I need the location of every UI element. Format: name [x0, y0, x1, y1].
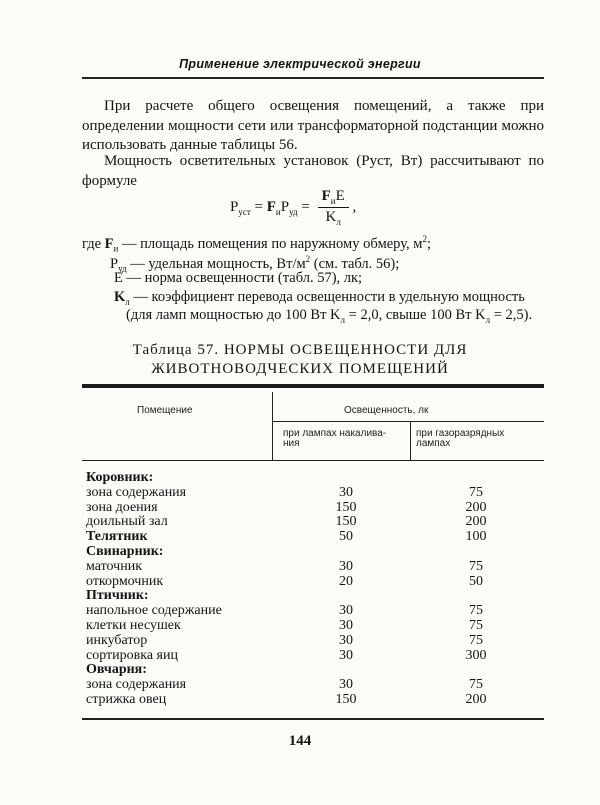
formula-tail: ,: [348, 199, 357, 215]
table-top-rule: [82, 384, 544, 388]
row-room-name: Птичник:: [86, 588, 149, 604]
row-room-name: сортировка яиц: [86, 647, 178, 663]
running-head-rule: [82, 77, 544, 79]
table-row: [86, 692, 540, 707]
row-gas-discharge-value: 200: [465, 514, 487, 530]
definition-illuminance: E — норма освещенности (табл. 57), лк;: [114, 270, 363, 286]
table-row: [86, 514, 540, 529]
table-row: [86, 529, 540, 544]
definition-area: где $F_и$ — площадь помещения по наружному обмеру, $м^2$;: [82, 234, 431, 254]
formula-denominator: $K_л$: [325, 209, 341, 227]
subheader-incandescent-line1: при лампах накалива-: [283, 428, 387, 439]
table-caption-line2: ЖИВОТНОВОДЧЕСКИХ ПОМЕЩЕНИЙ: [151, 361, 449, 377]
row-incandescent-value: 30: [339, 603, 353, 619]
row-incandescent-value: 150: [335, 692, 357, 707]
table-caption-line1: Таблица 57. НОРМЫ ОСВЕЩЕННОСТИ ДЛЯ: [132, 342, 468, 358]
paragraph-2: Мощность осветительных установок (Pуст, Вт) рассчитывают по формуле: [82, 153, 544, 189]
row-gas-discharge-value: 200: [465, 692, 487, 707]
table-row: [86, 618, 540, 633]
formula-p-specific: $P_{уд}$: [280, 198, 298, 217]
row-room-name: зона содержания: [86, 677, 187, 693]
table-row: [86, 603, 540, 618]
row-room-name: Свинарник:: [86, 544, 164, 559]
definition-coefficient: $K_л$ — коэффициент перевода освещенности в удельную мощность: [114, 289, 525, 307]
row-gas-discharge-value: 75: [469, 603, 483, 619]
row-gas-discharge-value: 75: [469, 484, 483, 500]
table-row: [86, 633, 540, 648]
row-room-name: зона доения: [86, 499, 158, 515]
subheader-vertical-divider: [410, 421, 411, 460]
row-room-name: откормочник: [86, 573, 164, 589]
table-bottom-rule: [82, 718, 544, 720]
row-incandescent-value: 20: [339, 573, 353, 589]
header-sub-rule: [272, 421, 544, 422]
column-header-illuminance: Освещенность, лк: [344, 405, 429, 416]
subheader-gas-discharge-line2: лампах: [416, 438, 451, 449]
formula-eq1: =: [250, 199, 267, 215]
row-gas-discharge-value: 100: [465, 529, 487, 545]
formula-lhs: $P_{уст}$: [230, 198, 251, 217]
subheader-gas-discharge-line1: при газоразрядных: [416, 428, 505, 439]
table-row: [86, 588, 540, 603]
row-incandescent-value: 30: [339, 558, 353, 574]
power-formula: [230, 188, 356, 227]
row-room-name: маточник: [86, 558, 143, 574]
row-room-name: Овчарня:: [86, 662, 147, 678]
formula-fraction: [318, 188, 349, 227]
row-incandescent-value: 150: [335, 514, 357, 530]
row-incandescent-value: 150: [335, 499, 357, 515]
row-gas-discharge-value: 75: [469, 618, 483, 633]
running-head: Применение электрической энергии: [179, 57, 421, 71]
column-header-room: Помещение: [137, 405, 193, 416]
row-room-name: клетки несушек: [86, 618, 181, 633]
subheader-incandescent-line2: ния: [283, 438, 300, 449]
row-room-name: Коровник:: [86, 470, 154, 485]
row-gas-discharge-value: 75: [469, 558, 483, 574]
row-gas-discharge-value: 75: [469, 677, 483, 693]
row-room-name: инкубатор: [86, 632, 148, 648]
table-row: [86, 544, 540, 559]
row-gas-discharge-value: 50: [469, 573, 483, 589]
row-gas-discharge-value: 200: [465, 499, 487, 515]
paragraph-1: При расчете общего освещения помещений, а также при определении мощности сети или трансформаторной подстанции можно использовать данные таблицы 56.: [82, 98, 544, 153]
row-room-name: напольное содержание: [86, 603, 222, 619]
table-row: [86, 648, 540, 663]
row-gas-discharge-value: 300: [465, 647, 487, 663]
row-incandescent-value: 30: [339, 618, 353, 633]
table-row: [86, 485, 540, 500]
formula-f-area: $F_и$: [266, 198, 281, 217]
row-incandescent-value: 30: [339, 632, 353, 648]
table-row: [86, 677, 540, 692]
row-gas-discharge-value: 75: [469, 632, 483, 648]
formula-numerator: $F_иE$: [318, 188, 349, 208]
row-incandescent-value: 30: [339, 484, 353, 500]
row-room-name: доильный зал: [86, 514, 168, 530]
definition-specific-power: $P_{уд}$ — удельная мощность, $Вт/м^2$ (см. табл. 56);: [110, 254, 400, 274]
table-row: [86, 574, 540, 589]
formula-eq2: =: [297, 199, 314, 215]
table-row: [86, 559, 540, 574]
header-vertical-divider: [272, 392, 273, 460]
row-incandescent-value: 30: [339, 647, 353, 663]
definition-coefficient-note: (для ламп мощностью до 100 Вт $K_л = 2,0$, свыше 100 Вт $K_л = 2,5$).: [126, 307, 533, 325]
page-number: 144: [288, 733, 312, 749]
table-row: [86, 470, 540, 485]
row-room-name: зона содержания: [86, 484, 187, 500]
row-incandescent-value: 30: [339, 677, 353, 693]
row-incandescent-value: 50: [339, 529, 353, 545]
table-row: [86, 500, 540, 515]
table-row: [86, 662, 540, 677]
row-room-name: стрижка овец: [86, 692, 167, 707]
row-room-name: Телятник: [86, 529, 148, 545]
header-bottom-rule: [82, 460, 544, 461]
